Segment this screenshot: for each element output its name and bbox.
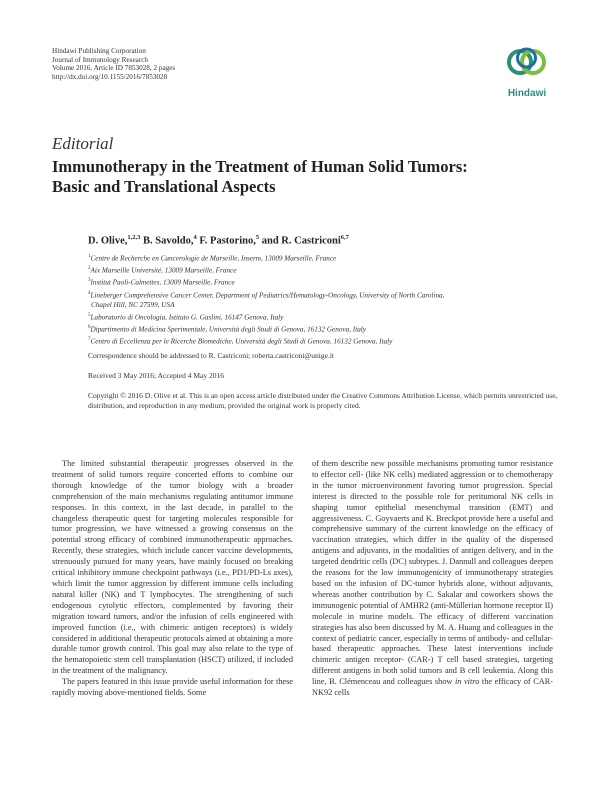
article-title-line2: Basic and Translational Aspects bbox=[52, 177, 276, 196]
author-affil-marker: 5 bbox=[255, 234, 260, 241]
article-title-line1: Immunotherapy in the Treatment of Human Solid Tumors: bbox=[52, 157, 468, 176]
received-accepted-dates: Received 3 May 2016; Accepted 4 May 2016 bbox=[88, 371, 225, 380]
author-name: D. Olive, bbox=[88, 235, 128, 247]
affiliation: $^2$Aix Marseille Université, 13009 Marseille, France bbox=[88, 266, 237, 275]
affiliation: $^3$Institut Paoli-Calmettes, 13009 Marseille, France bbox=[88, 278, 235, 287]
author-affil-marker: 6,7 bbox=[340, 234, 349, 241]
affiliation: $^1$Centre de Recherche en Cancerologie de Marseille, Inserm, 13009 Marseille, France bbox=[88, 254, 337, 263]
journal-name: Journal of Immunology Research bbox=[52, 55, 149, 64]
affiliation: $^7$Centro di Eccellenza per le Ricerche Biomediche, Università degli Studi di Genova, 16132 Genova, Italy bbox=[88, 336, 393, 346]
affiliation: $^6$Dipartimento di Medicina Sperimentale, Università degli Studi di Genova, 16132 Genova, Italy bbox=[88, 324, 366, 334]
author-name: F. Pastorino, bbox=[199, 235, 256, 247]
body-paragraph: The limited substantial therapeutic progresses observed in the treatment of solid tumors require concerted efforts to combine our thorough knowledge of the tumor biology with a broader comprehension of the main mechanisms regulating antitumor immune responses. In this context, in the last decade, in parallel to the changeless therapeutic quest for targeting molecules responsible for tumor progression, we have witnessed a growing consensus on the potential strong efficacy of combined immunotherapeutic approaches. Recently, these strategies, which include cancer vaccine developments, strenuously pursued for many years, have mainly focused on breaking critical inhibitory immune checkpoint pathways (i.e., PD1/PD-Ls axes), which limit the tumor aggression by different immune cells including natural killer (NK) and T lymphocytes. The strengthening of such endogenous cytolytic effectors, complemented by favoring their migration toward tumors, and/or the infusion of cells engineered with improved function (i.e., with chimeric antigen receptors) is widely considered in additional therapeutic protocols aimed at obtaining a more durable tumor growth control. This goal may also relate to the type of the hematopoietic stem cell transplantation (HSCT) utilized, if included in the treatment of the malignancy. bbox=[52, 459, 293, 676]
body-column-left bbox=[52, 459, 293, 699]
italic-term: in vitro bbox=[454, 677, 480, 687]
body-column-right bbox=[312, 459, 553, 699]
body-paragraph: of them describe new possible mechanisms promoting tumor resistance to effector cell- (like NK cells) mediated aggression or to chemotherapy in the tumor microenvironment favoring tumor progression. Special interest is directed to the possible role for peritumoral NK cells in shaping tumor epithelial mesenchymal transition (EMT) and aggressiveness. C. Goyvaerts and K. Breckpot provide here a useful and comprehensive summary of the current knowledge on the efficacy of vaccination strategies, which differ in the quality of the dispensed antigens and adjuvants, in the modalities of antigen delivery, and in the targeted dendritic cells (DC) subtypes. J. Dannull and colleagues deepen the reasons for the low immunogenicity of immunotherapy strategies based on the infusion of DC-tumor hybrids alone, without adjuvants, whereas another contribution by C. Sakalar and coworkers shows the immunogenic potential of AMHR2 (anti-Müllerian hormone receptor II) molecule in murine models. The efficacy of different vaccination strategies has also been discussed by M. A. Huang and colleagues in the context of pediatric cancer, especially in terms of antibody- and cellular-based therapeutic approaches. These latest interventions include chimeric antigen receptor- (CAR-) T cell based strategies, targeting different antigens in both solid tumors and B cell leukemia. Along this line, B. Clémenceau and colleagues show in vitro the efficacy of CAR-NK92 cells bbox=[312, 459, 554, 698]
doi-link[interactable]: http://dx.doi.org/10.1155/2016/7853028 bbox=[52, 72, 168, 81]
affiliation-continuation: Chapel Hill, NC 27599, USA bbox=[91, 300, 175, 309]
article-title bbox=[52, 157, 552, 197]
author-affil-marker: 4 bbox=[193, 234, 197, 241]
author-list bbox=[88, 234, 349, 247]
hindawi-logo-icon bbox=[503, 44, 551, 84]
author-name: and R. Castriconi bbox=[261, 235, 341, 247]
journal-header bbox=[52, 47, 175, 81]
body-paragraph: The papers featured in this issue provide useful information for these rapidly moving above-mentioned fields. Some bbox=[52, 677, 293, 698]
affiliation: $^4$Lineberger Comprehensive Cancer Center, Department of Pediatrics/Hematology-Oncology, University of North Carolina, bbox=[88, 290, 445, 299]
author-affil-marker: 1,2,3 bbox=[127, 234, 141, 241]
correspondence-note: Correspondence should be addressed to R. Castriconi; roberta.castriconi@unige.it bbox=[88, 351, 335, 360]
publisher-name: Hindawi Publishing Corporation bbox=[52, 47, 146, 55]
copyright-notice: Copyright © 2016 D. Olive et al. This is an open access article distributed under the Creative Commons Attribution License, which permits unrestricted use, distribution, and reproduction in any medium, provided the original work is properly cited. bbox=[88, 391, 558, 410]
author-name: B. Savoldo, bbox=[143, 235, 194, 247]
affiliation: $^5$Laboratorio di Oncologia, Istituto G. Gaslini, 16147 Genova, Italy bbox=[88, 312, 284, 321]
affiliation-list bbox=[88, 252, 558, 347]
hindawi-logo-text: Hindawi bbox=[507, 88, 547, 99]
section-label: Editorial bbox=[52, 134, 114, 153]
volume-info: Volume 2016, Article ID 7853028, 2 pages bbox=[52, 64, 176, 73]
